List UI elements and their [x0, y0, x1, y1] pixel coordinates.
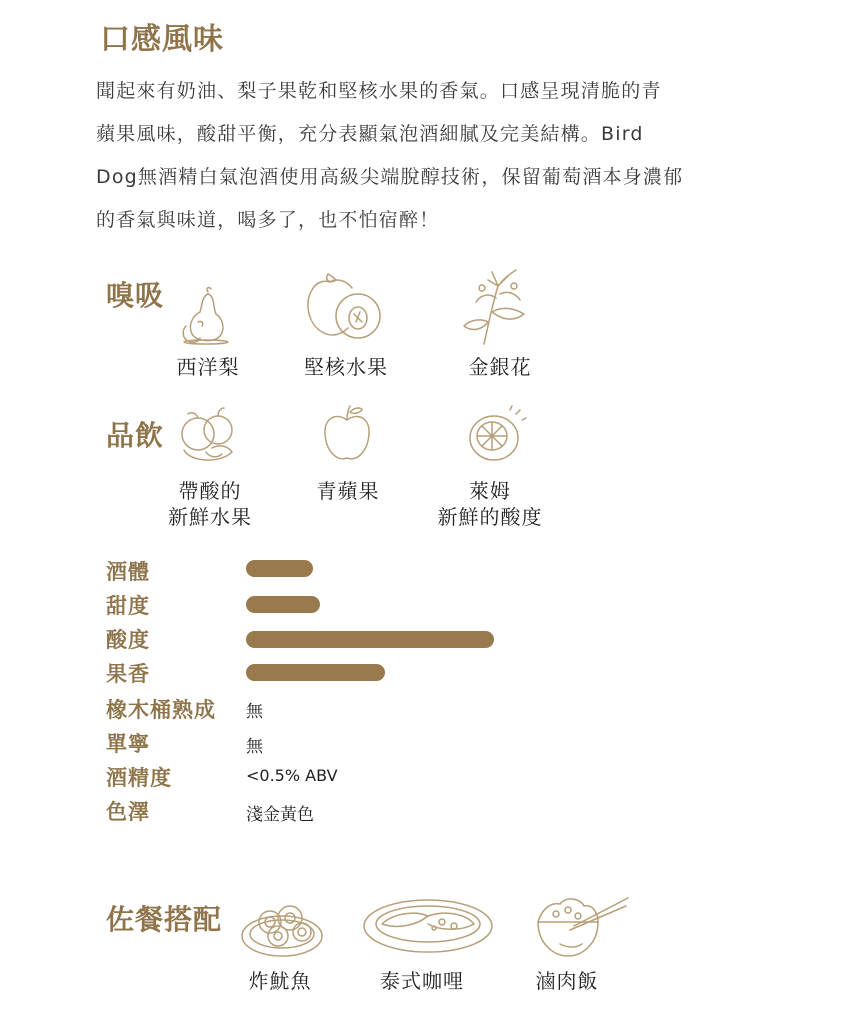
flavor-title: 口感風味 — [100, 22, 224, 57]
palate-label-line: 萊姆 — [469, 479, 511, 503]
attr-bar-fruitiness — [246, 664, 385, 681]
palate-label-lime — [424, 478, 556, 530]
fried-squid-icon — [240, 896, 324, 960]
attr-bar-body — [246, 560, 313, 577]
apple-icon — [322, 404, 372, 464]
braised-pork-rice-icon — [534, 886, 630, 958]
attr-value-oak-aging: 無 — [246, 702, 263, 722]
aroma-label-stone-fruit: 堅核水果 — [304, 355, 388, 379]
attr-label-color: 色澤 — [106, 800, 150, 824]
palate-title: 品飲 — [106, 419, 165, 452]
attr-label-alcohol: 酒精度 — [106, 766, 172, 790]
pairing-label-fried-squid: 炸魷魚 — [248, 969, 312, 993]
pear-icon — [178, 286, 234, 344]
lime-icon — [464, 404, 530, 466]
curry-icon — [362, 898, 494, 956]
attr-label-body: 酒體 — [106, 560, 150, 584]
honeysuckle-icon — [458, 266, 532, 346]
description-line: 的香氣與味道，喝多了，也不怕宿醉！ — [96, 209, 440, 231]
attr-label-tannin: 單寧 — [106, 732, 150, 756]
description-line: 蘋果風味，酸甜平衡，充分表顯氣泡酒細膩及完美結構。Bird — [96, 123, 644, 145]
description-line: Dog無酒精白氣泡酒使用高級尖端脫醇技術，保留葡萄酒本身濃郁 — [96, 166, 684, 188]
pairing-label-braised-pork-rice: 滷肉飯 — [535, 969, 599, 993]
palate-label-line: 青蘋果 — [316, 479, 380, 503]
description-line: 聞起來有奶油、梨子果乾和堅核水果的香氣。口感呈現清脆的青 — [96, 80, 662, 102]
attr-label-oak-aging: 橡木桶熟成 — [106, 698, 216, 722]
aroma-title: 嗅吸 — [106, 279, 165, 312]
attr-label-sweetness: 甜度 — [106, 594, 150, 618]
aroma-label-pear: 西洋梨 — [176, 355, 240, 379]
aroma-label-honeysuckle: 金銀花 — [468, 355, 532, 379]
attr-value-tannin: 無 — [246, 737, 263, 757]
stone-fruit-icon — [302, 272, 386, 342]
attr-label-acidity: 酸度 — [106, 628, 150, 652]
palate-label-fresh-fruit — [158, 478, 262, 530]
attr-value-alcohol: <0.5% ABV — [246, 766, 338, 785]
flavor-description — [96, 70, 816, 242]
palate-label-line: 新鮮的酸度 — [437, 505, 543, 529]
palate-label-apple — [304, 478, 392, 504]
palate-label-line: 新鮮水果 — [168, 505, 252, 529]
fresh-fruit-icon — [176, 406, 242, 464]
pairing-label-curry: 泰式咖哩 — [380, 969, 464, 993]
attr-label-fruitiness: 果香 — [106, 662, 150, 686]
attr-value-color: 淺金黃色 — [246, 805, 314, 825]
attr-bar-acidity — [246, 631, 494, 648]
pairing-title: 佐餐搭配 — [106, 903, 223, 936]
palate-label-line: 帶酸的 — [178, 479, 242, 503]
attr-bar-sweetness — [246, 596, 320, 613]
